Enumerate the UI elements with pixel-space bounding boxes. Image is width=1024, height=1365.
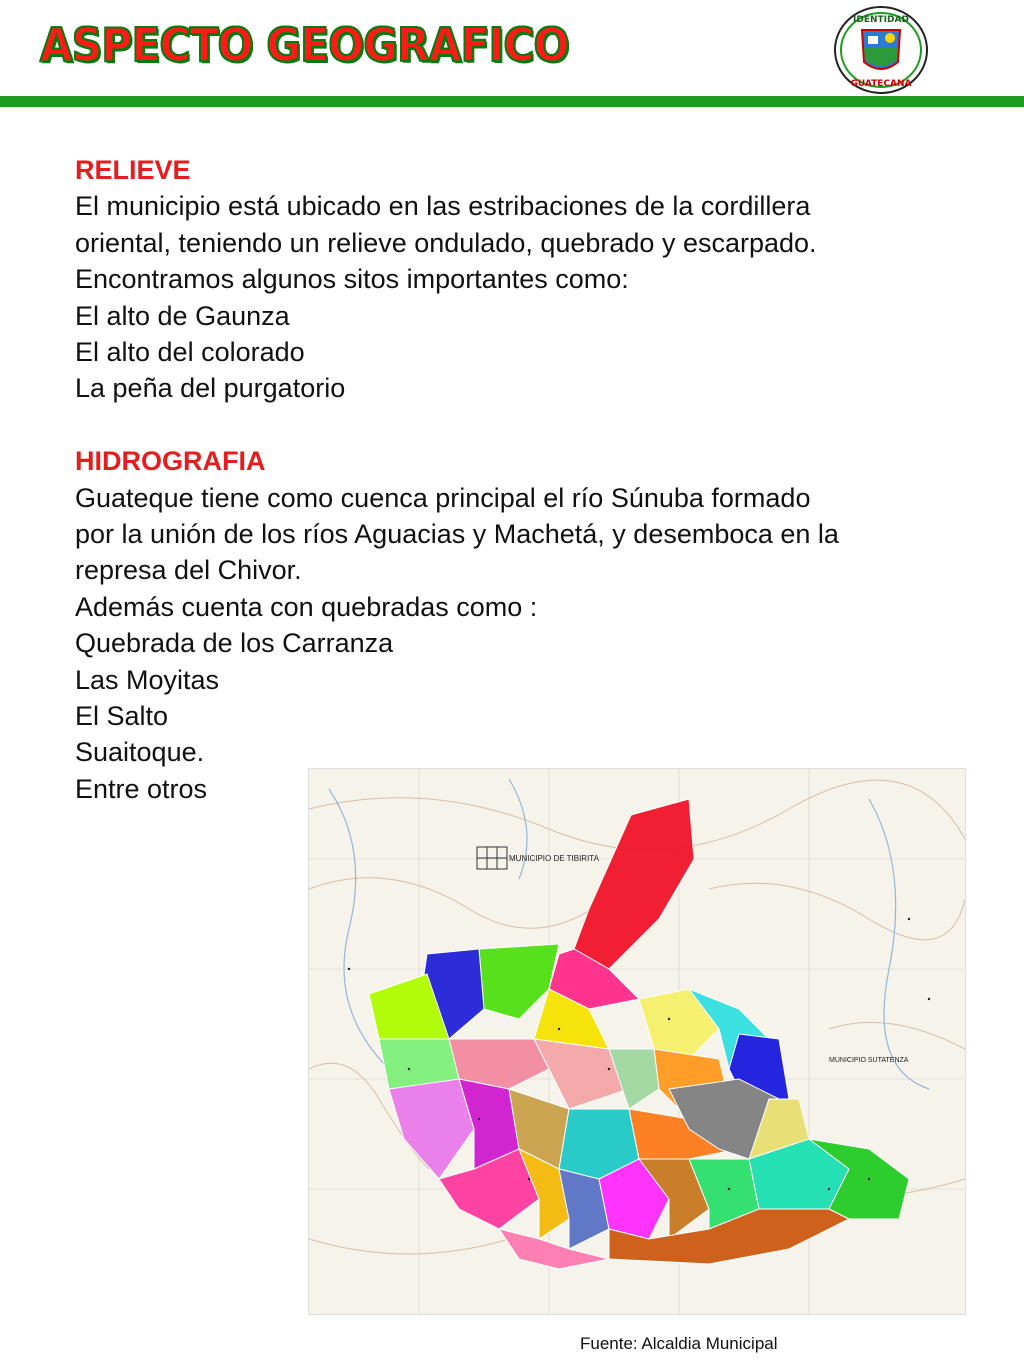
map-label-tibirita: MUNICIPIO DE TIBIRITA bbox=[509, 854, 599, 863]
relieve-line: El alto de Gaunza bbox=[75, 300, 290, 331]
page-title: ASPECTO GEOGRAFICO bbox=[40, 18, 569, 72]
municipality-map bbox=[308, 768, 966, 1315]
relieve-heading: RELIEVE bbox=[75, 155, 191, 185]
hidrografia-line: represa del Chivor. bbox=[75, 555, 302, 586]
map-label-sutatenza: MUNICIPIO SUTATENZA bbox=[829, 1057, 909, 1064]
map-source-caption: Fuente: Alcaldia Municipal bbox=[580, 1334, 778, 1353]
relieve-line: oriental, teniendo un relieve ondulado, quebrado y escarpado. bbox=[75, 227, 817, 258]
hidrografia-line: Guateque tiene como cuenca principal el río Súnuba formado bbox=[75, 482, 811, 513]
relieve-line: La peña del purgatorio bbox=[75, 373, 346, 404]
logo-text-bottom: GUATECANA bbox=[850, 79, 912, 89]
hidrografia-line: por la unión de los ríos Aguacias y Machetá, y desemboca en la bbox=[75, 519, 839, 550]
hidrografia-line: Además cuenta con quebradas como : bbox=[75, 591, 538, 622]
hidrografia-line: Suaitoque. bbox=[75, 737, 205, 768]
logo-text-top: IDENTIDAD bbox=[853, 15, 909, 25]
hidrografia-line: El Salto bbox=[75, 701, 169, 732]
hidrografia-line: Entre otros bbox=[75, 773, 208, 804]
relieve-line: El alto del colorado bbox=[75, 337, 305, 368]
green-divider bbox=[0, 96, 1024, 107]
relieve-line: El municipio está ubicado en las estribaciones de la cordillera bbox=[75, 191, 811, 222]
content bbox=[75, 152, 975, 807]
hidrografia-line: Quebrada de los Carranza bbox=[75, 628, 394, 659]
identidad-guatecana-logo bbox=[832, 4, 930, 96]
hidrografia-heading: HIDROGRAFIA bbox=[75, 446, 266, 477]
relieve-line: Encontramos algunos sitos importantes como: bbox=[75, 264, 629, 295]
hidrografia-line: Las Moyitas bbox=[75, 664, 220, 695]
